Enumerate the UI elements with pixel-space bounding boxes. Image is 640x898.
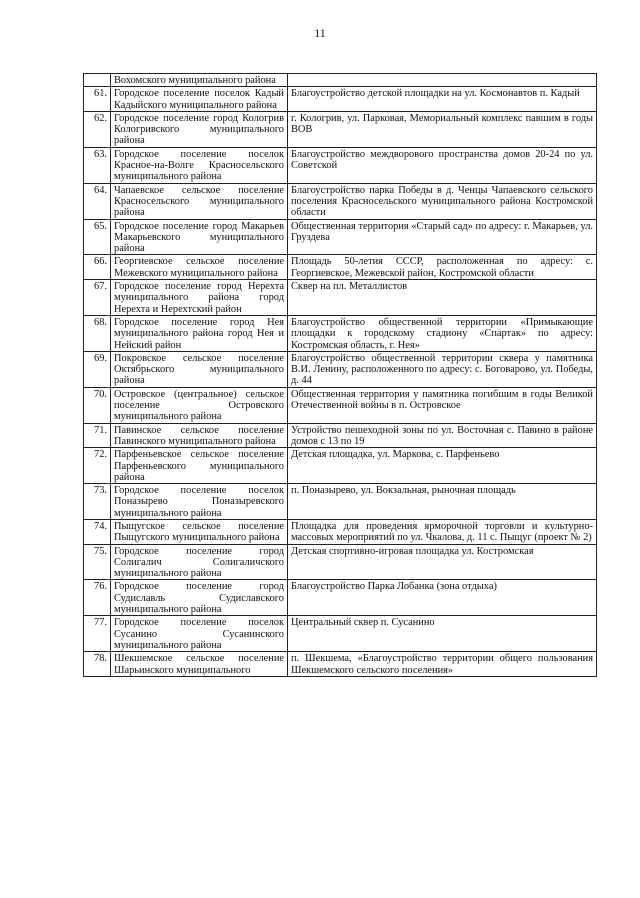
object-cell: Детская площадка, ул. Маркова, с. Парфеньево bbox=[288, 448, 597, 484]
object-cell: Благоустройство общественной территории «Примыкающие площадки к городскому стадиону «Спартак» по адресу: Костромская область, г. Нея» bbox=[288, 315, 597, 351]
settlement-cell: Вохомского муниципального района bbox=[111, 74, 288, 87]
settlement-cell: Чапаевское сельское поселение Красносельского муниципального района bbox=[111, 183, 288, 219]
row-number-cell: 74. bbox=[84, 519, 111, 544]
object-cell: Центральный сквер п. Сусанино bbox=[288, 616, 597, 652]
row-number-cell bbox=[84, 74, 111, 87]
table-row bbox=[84, 448, 597, 484]
table-row bbox=[84, 519, 597, 544]
settlement-cell: Городское поселение поселок Кадый Кадыйского муниципального района bbox=[111, 87, 288, 112]
object-cell: г. Кологрив, ул. Парковая, Мемориальный комплекс павшим в годы ВОВ bbox=[288, 111, 597, 147]
table-row bbox=[84, 74, 597, 87]
object-cell: Устройство пешеходной зоны по ул. Восточная с. Павино в районе домов с 13 по 19 bbox=[288, 423, 597, 448]
table-row bbox=[84, 616, 597, 652]
object-cell: Площадка для проведения ярморочной торговли и культурно-массовых мероприятий по ул. Чкалова, д. 11 с. Пыщуг (проект № 2) bbox=[288, 519, 597, 544]
row-number-cell: 77. bbox=[84, 616, 111, 652]
object-cell: Благоустройство детской площадки на ул. Космонавтов п. Кадый bbox=[288, 87, 597, 112]
table-row bbox=[84, 87, 597, 112]
object-cell: Благоустройство междворового пространства домов 20-24 по ул. Советской bbox=[288, 147, 597, 183]
settlement-cell: Покровское сельское поселение Октябрьского муниципального района bbox=[111, 351, 288, 387]
table-row bbox=[84, 315, 597, 351]
table-row bbox=[84, 544, 597, 580]
table-row bbox=[84, 423, 597, 448]
settlement-cell: Городское поселение город Макарьев Макарьевского муниципального района bbox=[111, 219, 288, 255]
row-number-cell: 76. bbox=[84, 580, 111, 616]
row-number-cell: 71. bbox=[84, 423, 111, 448]
row-number-cell: 72. bbox=[84, 448, 111, 484]
row-number-cell: 63. bbox=[84, 147, 111, 183]
object-cell: Благоустройство общественной территории сквера у памятника В.И. Ленину, расположенного по адресу: с. Боговарово, ул. Победы, д. 44 bbox=[288, 351, 597, 387]
settlement-cell: Городское поселение город Солигалич Солигаличского муниципального района bbox=[111, 544, 288, 580]
settlement-cell: Городское поселение поселок Красное-на-Волге Красносельского муниципального района bbox=[111, 147, 288, 183]
table-row bbox=[84, 351, 597, 387]
table-row bbox=[84, 387, 597, 423]
settlement-cell: Островское (центральное) сельское поселение Островского муниципального района bbox=[111, 387, 288, 423]
row-number-cell: 64. bbox=[84, 183, 111, 219]
settlement-cell: Городское поселение город Нея муниципального района город Нея и Нейский район bbox=[111, 315, 288, 351]
table-row bbox=[84, 580, 597, 616]
object-cell: Сквер на пл. Металлистов bbox=[288, 280, 597, 316]
settlement-cell: Городское поселение город Нерехта муниципального района город Нерехта и Нерехтский район bbox=[111, 280, 288, 316]
row-number-cell: 69. bbox=[84, 351, 111, 387]
object-cell: п. Поназырево, ул. Вокзальная, рыночная площадь bbox=[288, 484, 597, 520]
object-cell: Площадь 50-летия СССР, расположенная по адресу: с. Георгиевское, Межевской район, Костромской области bbox=[288, 255, 597, 280]
row-number-cell: 62. bbox=[84, 111, 111, 147]
projects-table bbox=[83, 73, 597, 677]
table-row bbox=[84, 484, 597, 520]
row-number-cell: 61. bbox=[84, 87, 111, 112]
table-row bbox=[84, 219, 597, 255]
settlement-cell: Городское поселение город Судиславль Судиславского муниципального района bbox=[111, 580, 288, 616]
table-row bbox=[84, 183, 597, 219]
object-cell: Общественная территория «Старый сад» по адресу: г. Макарьев, ул. Груздева bbox=[288, 219, 597, 255]
row-number-cell: 73. bbox=[84, 484, 111, 520]
row-number-cell: 66. bbox=[84, 255, 111, 280]
settlement-cell: Георгиевское сельское поселение Межевского муниципального района bbox=[111, 255, 288, 280]
table-row bbox=[84, 111, 597, 147]
settlement-cell: Парфеньевское сельское поселение Парфеньевского муниципального района bbox=[111, 448, 288, 484]
settlement-cell: Городское поселение поселок Сусанино Сусанинского муниципального района bbox=[111, 616, 288, 652]
row-number-cell: 78. bbox=[84, 652, 111, 677]
table-row bbox=[84, 255, 597, 280]
object-cell: Детская спортивно-игровая площадка ул. Костромская bbox=[288, 544, 597, 580]
row-number-cell: 75. bbox=[84, 544, 111, 580]
settlement-cell: Городское поселение поселок Поназырево Поназыревского муниципального района bbox=[111, 484, 288, 520]
settlement-cell: Павинское сельское поселение Павинского муниципального района bbox=[111, 423, 288, 448]
object-cell: Общественная территория у памятника погибшим в годы Великой Отечественной войны в п. Островское bbox=[288, 387, 597, 423]
object-cell: п. Шекшема, «Благоустройство территории общего пользования Шекшемского сельского поселения» bbox=[288, 652, 597, 677]
row-number-cell: 70. bbox=[84, 387, 111, 423]
object-cell: Благоустройство парка Победы в д. Ченцы Чапаевского сельского поселения Красносельского муниципального района Костромской области bbox=[288, 183, 597, 219]
settlement-cell: Пыщугское сельское поселение Пыщугского муниципального района bbox=[111, 519, 288, 544]
row-number-cell: 67. bbox=[84, 280, 111, 316]
object-cell: Благоустройство Парка Лобанка (зона отдыха) bbox=[288, 580, 597, 616]
settlement-cell: Шекшемское сельское поселение Шарьинского муниципального bbox=[111, 652, 288, 677]
object-cell bbox=[288, 74, 597, 87]
row-number-cell: 68. bbox=[84, 315, 111, 351]
table-row bbox=[84, 280, 597, 316]
table-row bbox=[84, 147, 597, 183]
settlement-cell: Городское поселение город Кологрив Кологривского муниципального района bbox=[111, 111, 288, 147]
page-number: 11 bbox=[314, 26, 326, 40]
row-number-cell: 65. bbox=[84, 219, 111, 255]
table-row bbox=[84, 652, 597, 677]
